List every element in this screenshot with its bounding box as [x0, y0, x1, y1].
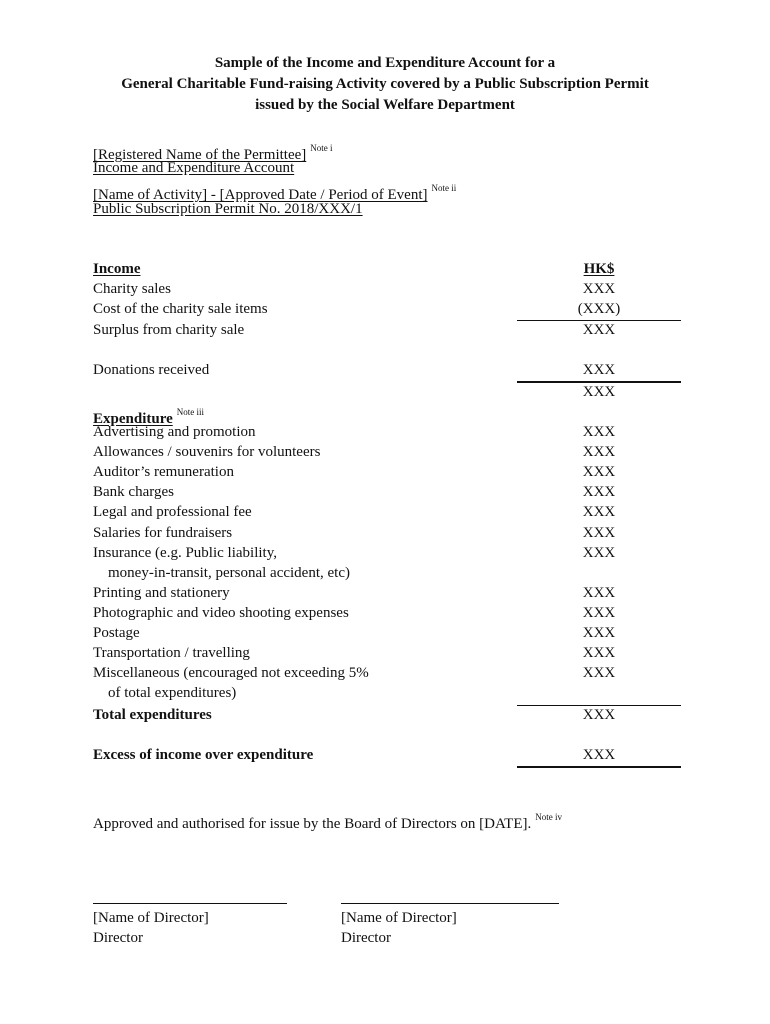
donations-label: Donations received: [93, 362, 210, 378]
permittee-name: [Registered Name of the Permittee]: [93, 147, 307, 163]
expenditure-item-label: Postage: [93, 625, 140, 641]
approval-text: Approved and authorised for issue by the Board of Directors on [DATE].: [93, 816, 532, 832]
document-title-line-3: issued by the Social Welfare Department: [255, 97, 515, 113]
activity-name: [Name of Activity] - [Approved Date / Period of Event]: [93, 187, 428, 203]
permit-number: Public Subscription Permit No. 2018/XXX/1: [93, 201, 363, 217]
expenditure-item-value: XXX: [582, 444, 616, 460]
expenditure-item-label: Insurance (e.g. Public liability,: [93, 545, 277, 561]
expenditure-item-value: XXX: [582, 585, 616, 601]
expenditure-item-label: Photographic and video shooting expenses: [93, 605, 349, 621]
surplus-label: Surplus from charity sale: [93, 322, 245, 338]
expenditure-item-label: Bank charges: [93, 484, 174, 500]
donations-value: XXX: [582, 362, 616, 378]
document-title-line-1: Sample of the Income and Expenditure Account for a: [214, 55, 556, 71]
expenditure-item-label: Advertising and promotion: [93, 424, 256, 440]
charity-sales-label: Charity sales: [93, 281, 171, 297]
expenditure-item-label: Printing and stationery: [93, 585, 230, 601]
note-iv-marker: Note iv: [535, 812, 562, 822]
expenditure-item-value: XXX: [582, 665, 616, 681]
cost-value: (XXX): [577, 301, 621, 317]
cost-label: Cost of the charity sale items: [93, 301, 268, 317]
approval-statement: [93, 807, 562, 834]
expenditure-item-value: XXX: [582, 525, 616, 541]
expenditure-item-value: XXX: [582, 605, 616, 621]
surplus-value: XXX: [582, 322, 616, 338]
director-1-name: [Name of Director]: [93, 910, 209, 926]
director-2-title: Director: [341, 930, 391, 946]
expenditure-item-label: Legal and professional fee: [93, 504, 252, 520]
expenditure-item-value: XXX: [582, 645, 616, 661]
expenditure-item-value: XXX: [582, 484, 616, 500]
director-2-name: [Name of Director]: [341, 910, 457, 926]
expenditure-item-value: XXX: [582, 504, 616, 520]
excess-label: Excess of income over expenditure: [93, 747, 314, 763]
note-ii-marker: Note ii: [431, 183, 457, 193]
total-expenditures-value: XXX: [582, 707, 616, 723]
director-1-title: Director: [93, 930, 143, 946]
total-expenditures-label: Total expenditures: [93, 707, 212, 723]
expenditure-item-value: XXX: [582, 464, 616, 480]
expenditure-item-continuation: of total expenditures): [108, 685, 237, 701]
document-title-line-2: General Charitable Fund-raising Activity covered by a Public Subscription Permit: [121, 76, 649, 92]
expenditure-heading: Expenditure: [93, 411, 173, 427]
account-title: Income and Expenditure Account: [93, 160, 295, 176]
signature-line-1: [93, 903, 287, 904]
expenditure-item-label: Miscellaneous (encouraged not exceeding 5%: [93, 665, 369, 681]
note-iii-marker: Note iii: [176, 407, 204, 417]
charity-sales-value: XXX: [582, 281, 616, 297]
expenditure-item-continuation: money-in-transit, personal accident, etc): [108, 565, 350, 581]
expenditure-item-value: XXX: [582, 545, 616, 561]
expenditure-item-label: Allowances / souvenirs for volunteers: [93, 444, 321, 460]
expenditure-item-value: XXX: [582, 424, 616, 440]
currency-heading: HK$: [583, 261, 615, 277]
income-total-value: XXX: [582, 384, 616, 400]
excess-value: XXX: [582, 747, 616, 763]
expenditure-item-label: Salaries for fundraisers: [93, 525, 233, 541]
note-i-marker: Note i: [310, 143, 333, 153]
expenditure-item-label: Auditor’s remuneration: [93, 464, 234, 480]
expenditure-item-value: XXX: [582, 625, 616, 641]
excess-double-rule: [517, 766, 681, 768]
signature-line-2: [341, 903, 559, 904]
expenditure-item-label: Transportation / travelling: [93, 645, 250, 661]
income-heading: Income: [93, 261, 141, 277]
